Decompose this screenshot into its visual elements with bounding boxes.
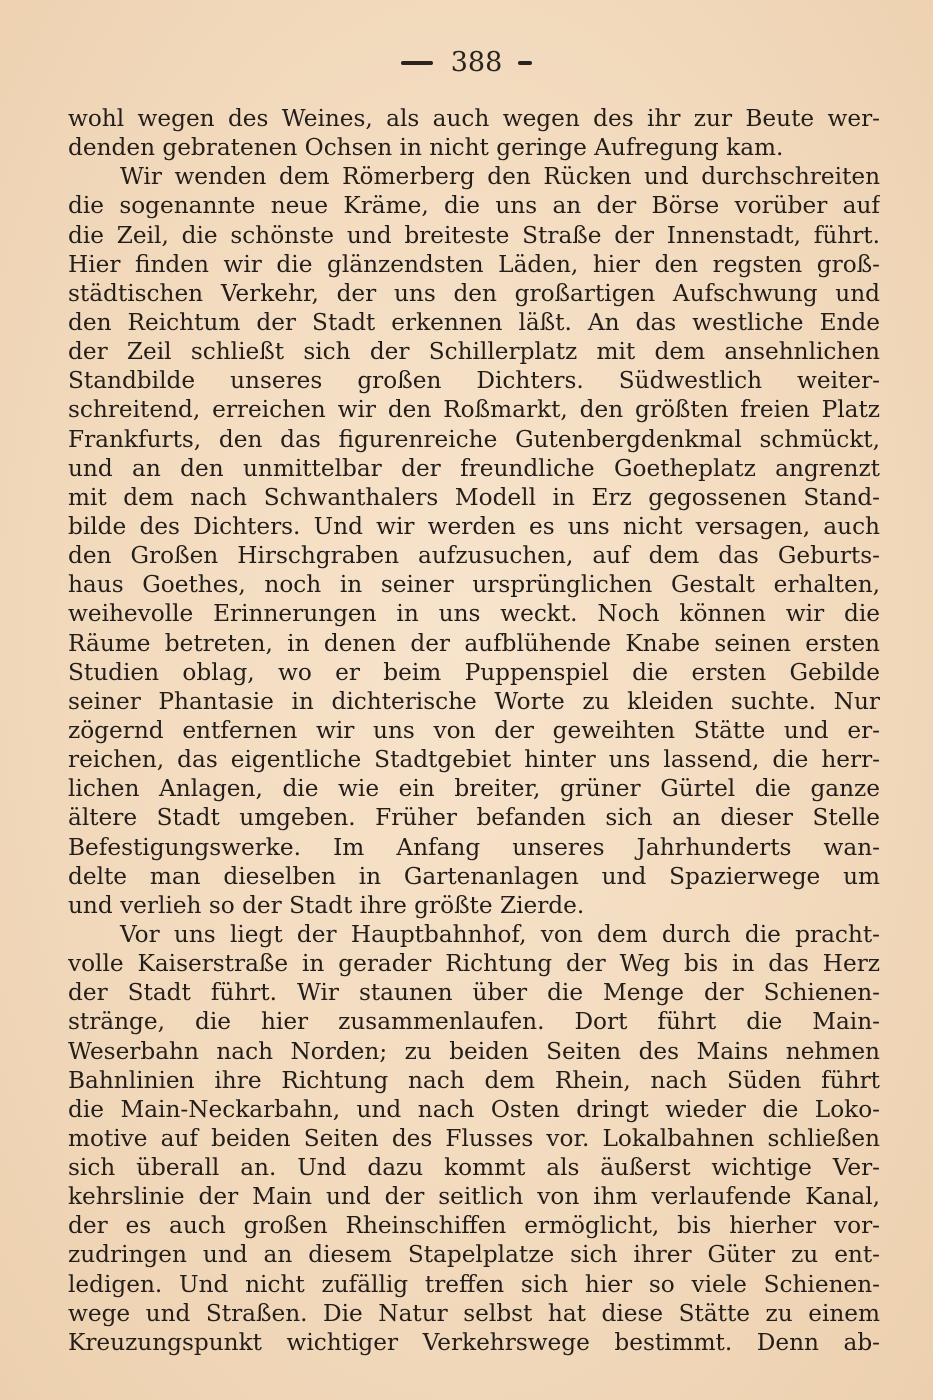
body-text [68,104,880,1357]
text-line: Hier finden wir die glänzendsten Läden, hier den regsten groß- [68,250,880,278]
text-line: der Stadt führt. Wir staunen über die Menge der Schienen- [68,979,880,1007]
text-line: reichen, das eigentliche Stadtgebiet hinter uns lassend, die herr- [68,746,880,774]
text-line: ledigen. Und nicht zufällig treffen sich hier so viele Schienen- [68,1270,880,1298]
header-dash-right [518,61,532,65]
header-dash-left [401,61,433,65]
text-line: ältere Stadt umgeben. Früher befanden sich an dieser Stelle [68,804,880,832]
text-line: den Großen Hirschgraben aufzusuchen, auf dem das Geburts- [68,542,880,570]
text-line: die Zeil, die schönste und breiteste Straße der Innenstadt, führt. [68,221,880,249]
text-line: Kreuzungspunkt wichtiger Verkehrswege bestimmt. Denn ab- [68,1328,880,1356]
text-line: städtischen Verkehr, der uns den großartigen Aufschwung und [68,279,880,307]
text-line: zudringen und an diesem Stapelplatze sich ihrer Güter zu ent- [68,1241,880,1269]
text-line: weihevolle Erinnerungen in uns weckt. Noch können wir die [68,600,880,628]
text-line: stränge, die hier zusammenlaufen. Dort führt die Main- [68,1008,880,1036]
text-line: Vor uns liegt der Hauptbahnhof, von dem durch die pracht- [120,920,880,948]
text-line: der Zeil schließt sich der Schillerplatz mit dem ansehnlichen [68,338,880,366]
page-number: 388 [450,46,503,78]
text-line: denden gebratenen Ochsen in nicht geringe Aufregung kam. [68,134,784,162]
text-line: lichen Anlagen, die wie ein breiter, grüner Gürtel die ganze [68,775,880,803]
text-line: Wir wenden dem Römerberg den Rücken und durchschreiten [120,163,880,191]
text-line: kehrslinie der Main und der seitlich von ihm verlaufende Kanal, [68,1183,880,1211]
text-line: mit dem nach Schwanthalers Modell in Erz gegossenen Stand- [68,483,880,511]
text-line: motive auf beiden Seiten des Flusses vor. Lokalbahnen schließen [68,1124,880,1152]
page-header [0,42,933,82]
text-line: haus Goethes, noch in seiner ursprünglichen Gestalt erhalten, [68,571,880,599]
text-line: zögernd entfernen wir uns von der geweihten Stätte und er- [68,716,880,744]
text-line: Bahnlinien ihre Richtung nach dem Rhein, nach Süden führt [68,1066,880,1094]
text-line: und an den unmittelbar der freundliche Goetheplatz angrenzt [68,454,880,482]
text-line: Räume betreten, in denen der aufblühende Knabe seinen ersten [68,629,880,657]
text-line: schreitend, erreichen wir den Roßmarkt, den größten freien Platz [68,396,880,424]
text-line: Frankfurts, den das figurenreiche Gutenbergdenkmal schmückt, [68,425,880,453]
text-line: und verlieh so der Stadt ihre größte Zierde. [68,891,585,919]
text-line: volle Kaiserstraße in gerader Richtung der Weg bis in das Herz [68,950,880,978]
text-line: wege und Straßen. Die Natur selbst hat diese Stätte zu einem [68,1299,880,1327]
text-line: Weserbahn nach Norden; zu beiden Seiten des Mains nehmen [68,1037,880,1065]
text-line: die Main-Neckarbahn, und nach Osten dringt wieder die Loko- [68,1095,880,1123]
text-line: bilde des Dichters. Und wir werden es uns nicht versagen, auch [68,512,880,540]
text-line: Standbilde unseres großen Dichters. Südwestlich weiter- [68,367,880,395]
text-line: den Reichtum der Stadt erkennen läßt. An das westliche Ende [68,308,880,336]
text-line: sich überall an. Und dazu kommt als äußerst wichtige Ver- [68,1154,880,1182]
text-line: wohl wegen des Weines, als auch wegen des ihr zur Beute wer- [68,105,880,132]
text-line: seiner Phantasie in dichterische Worte zu kleiden suchte. Nur [68,687,880,715]
text-line: die sogenannte neue Kräme, die uns an der Börse vorüber auf [68,192,880,220]
text-line: Befestigungswerke. Im Anfang unseres Jahrhunderts wan- [68,833,880,861]
text-line: delte man dieselben in Gartenanlagen und Spazierwege um [68,862,880,890]
text-line: Studien oblag, wo er beim Puppenspiel die ersten Gebilde [68,658,880,686]
text-line: der es auch großen Rheinschiffen ermöglicht, bis hierher vor- [68,1212,880,1240]
